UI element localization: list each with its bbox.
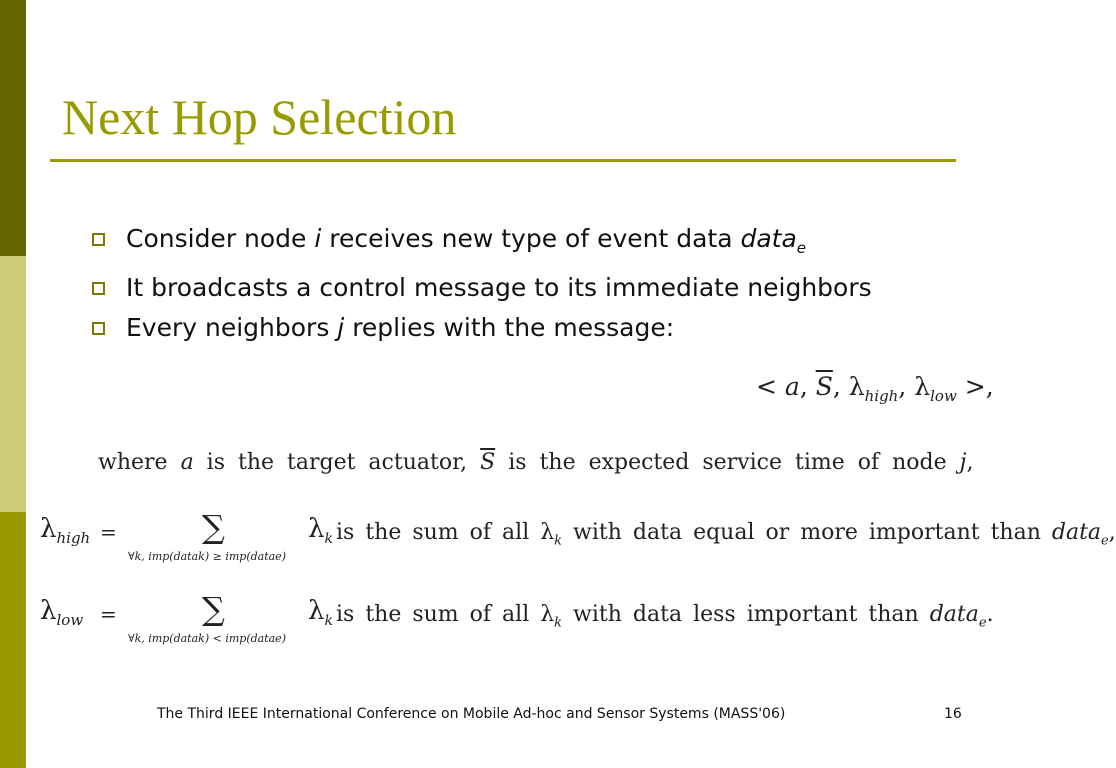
lambda-subscript: high (56, 529, 91, 548)
tuple-a: a (784, 372, 800, 401)
desc-lambda-sub: k (554, 615, 563, 631)
lambda-high-lhs (40, 514, 90, 547)
square-bullet-icon (92, 322, 105, 335)
bullet-item (88, 311, 888, 345)
tuple-sep: , (799, 372, 816, 401)
bullet-text: replies with the message: (344, 313, 675, 342)
tuple-lambda-high-sub: high (864, 387, 899, 405)
desc-text: , (1108, 520, 1116, 545)
bullet-item (88, 222, 888, 265)
desc-text: . (986, 602, 994, 627)
message-tuple (756, 372, 994, 405)
title-underline (50, 159, 956, 162)
slide-footer: The Third IEEE International Conference on Mobile Ad-hoc and Sensor Systems (MASS'06) (157, 706, 786, 722)
lambda-low-description (336, 602, 994, 630)
where-text: is the target actuator, (193, 450, 481, 475)
where-text: , (966, 450, 974, 475)
lambda-subscript: k (324, 613, 333, 630)
desc-text: is the sum of all (336, 602, 541, 627)
where-line (98, 450, 973, 475)
page-number: 16 (944, 706, 962, 722)
bullet-text: Consider node (126, 224, 315, 253)
desc-lambda: λ (540, 520, 555, 545)
tuple-close: >, (956, 372, 994, 401)
lambda-subscript: k (324, 531, 333, 548)
decor-bar-middle (0, 256, 26, 512)
desc-text: is the sum of all (336, 520, 541, 545)
bullet-list (88, 222, 888, 351)
bullet-var: j (337, 313, 345, 342)
tuple-open: < (756, 372, 785, 401)
sum-symbol: ∑ (202, 508, 225, 546)
equals-sign: = (100, 602, 117, 626)
where-text: is the expected service time of node (495, 450, 960, 475)
desc-text: with data equal or more important than (562, 520, 1052, 545)
where-text: where (98, 450, 181, 475)
bullet-text: Every neighbors (126, 313, 338, 342)
lambda-low-lhs (40, 596, 83, 629)
square-bullet-icon (92, 282, 105, 295)
desc-var-sub: e (1101, 533, 1109, 549)
lambda-k (308, 514, 333, 547)
where-j: j (959, 450, 967, 475)
bullet-text: receives new type of event data (321, 224, 741, 253)
tuple-lambda-high: λ (848, 372, 865, 401)
bullet-var: i (314, 224, 322, 253)
desc-var: data (1051, 520, 1102, 545)
sum-condition: ∀k, imp(datak) < imp(datae) (128, 632, 286, 645)
lambda-subscript: low (56, 611, 84, 630)
tuple-lambda-low-sub: low (930, 387, 957, 405)
lambda-high-description (336, 520, 1116, 548)
desc-var: data (929, 602, 979, 627)
desc-var-sub: e (978, 615, 987, 631)
lambda-symbol: λ (40, 514, 57, 544)
lambda-k (308, 596, 333, 629)
decor-bar-bottom (0, 512, 26, 768)
tuple-sep: , (898, 372, 915, 401)
desc-text: with data less important than (562, 602, 930, 627)
lambda-symbol: λ (40, 596, 57, 626)
tuple-lambda-low: λ (914, 372, 931, 401)
square-bullet-icon (92, 233, 105, 246)
tuple-sep: , (832, 372, 849, 401)
slide-title: Next Hop Selection (62, 89, 457, 145)
desc-lambda: λ (540, 602, 555, 627)
decor-bar-top (0, 0, 26, 256)
equals-sign: = (100, 520, 117, 544)
where-s-bar: $\overline{S}$ (480, 450, 496, 475)
bullet-var-subscript: e (796, 239, 807, 257)
desc-lambda-sub: k (554, 533, 563, 549)
sum-symbol: ∑ (202, 590, 225, 628)
bullet-var: data (740, 224, 797, 253)
bullet-text: It broadcasts a control message to its immediate neighbors (126, 273, 872, 302)
bullet-item (88, 271, 888, 305)
lambda-symbol: λ (308, 596, 325, 626)
lambda-symbol: λ (308, 514, 325, 544)
sum-condition: ∀k, imp(datak) ≥ imp(datae) (128, 550, 286, 563)
tuple-s-bar: $\overline{S}$ (815, 372, 833, 401)
where-a: a (180, 450, 194, 475)
